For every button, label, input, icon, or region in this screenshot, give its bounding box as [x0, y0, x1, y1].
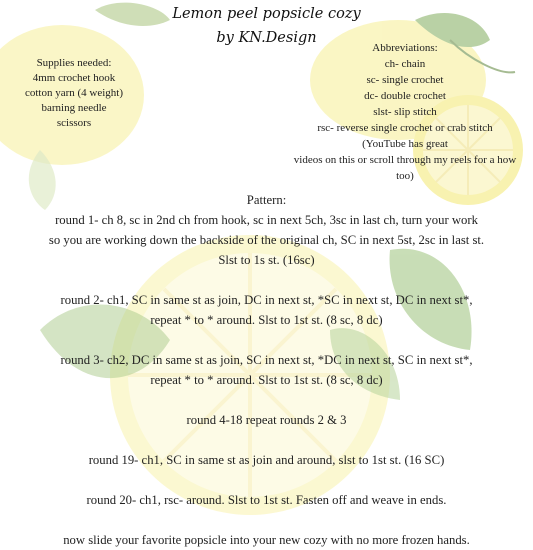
abbreviations-block — [272, 40, 533, 184]
title-line1: Lemon peel popsicle cozy — [172, 6, 361, 22]
round1-line: round 1- ch 8, sc in 2nd ch from hook, sc in next 5ch, 3sc in last ch, turn your work — [55, 213, 478, 227]
supplies-block — [8, 56, 140, 131]
supplies-item: 4mm crochet hook — [32, 72, 116, 84]
round3-line: repeat * to * around. Slst to 1st st. (8 sc, 8 dc) — [150, 373, 383, 387]
round2-line: round 2- ch1, SC in same st as join, DC in next st, *SC in next st, DC in next st*, — [60, 293, 473, 307]
closing-line: now slide your favorite popsicle into your new cozy with no more frozen hands. — [63, 533, 470, 547]
abbreviation-item: rsc- reverse single crochet or crab stitch — [317, 122, 493, 134]
round1-line: so you are working down the backside of the original ch, SC in next 5st, 2sc in last st. — [48, 233, 485, 247]
round4-18-line: round 4-18 repeat rounds 2 & 3 — [186, 413, 347, 427]
abbreviations-heading: Abbreviations: — [372, 42, 438, 54]
pattern-heading: Pattern: — [246, 193, 287, 207]
round19-line: round 19- ch1, SC in same st as join and around, slst to 1st st. (16 SC) — [88, 453, 445, 467]
abbreviation-item: too) — [396, 170, 414, 182]
abbreviation-item: dc- double crochet — [364, 90, 446, 102]
round1-line: Slst to 1s st. (16sc) — [218, 253, 315, 267]
abbreviation-item: videos on this or scroll through my reels for a how — [293, 154, 517, 166]
abbreviation-item: ch- chain — [384, 58, 426, 70]
abbreviation-item: slst- slip stitch — [373, 106, 437, 118]
pattern-block — [0, 190, 533, 550]
supplies-item: barning needle — [41, 102, 107, 114]
abbreviation-item: sc- single crochet — [366, 74, 444, 86]
round2-line: repeat * to * around. Slst to 1st st. (8 sc, 8 dc) — [150, 313, 383, 327]
abbreviation-item: (YouTube has great — [362, 138, 448, 150]
round20-line: round 20- ch1, rsc- around. Slst to 1st st. Fasten off and weave in ends. — [86, 493, 447, 507]
supplies-heading: Supplies needed: — [36, 57, 112, 69]
supplies-item: cotton yarn (4 weight) — [24, 87, 124, 99]
title-line2: by KN.Design — [216, 30, 317, 46]
supplies-item: scissors — [56, 117, 92, 129]
round3-line: round 3- ch2, DC in same st as join, SC in next st, *DC in next st, SC in next st*, — [60, 353, 473, 367]
